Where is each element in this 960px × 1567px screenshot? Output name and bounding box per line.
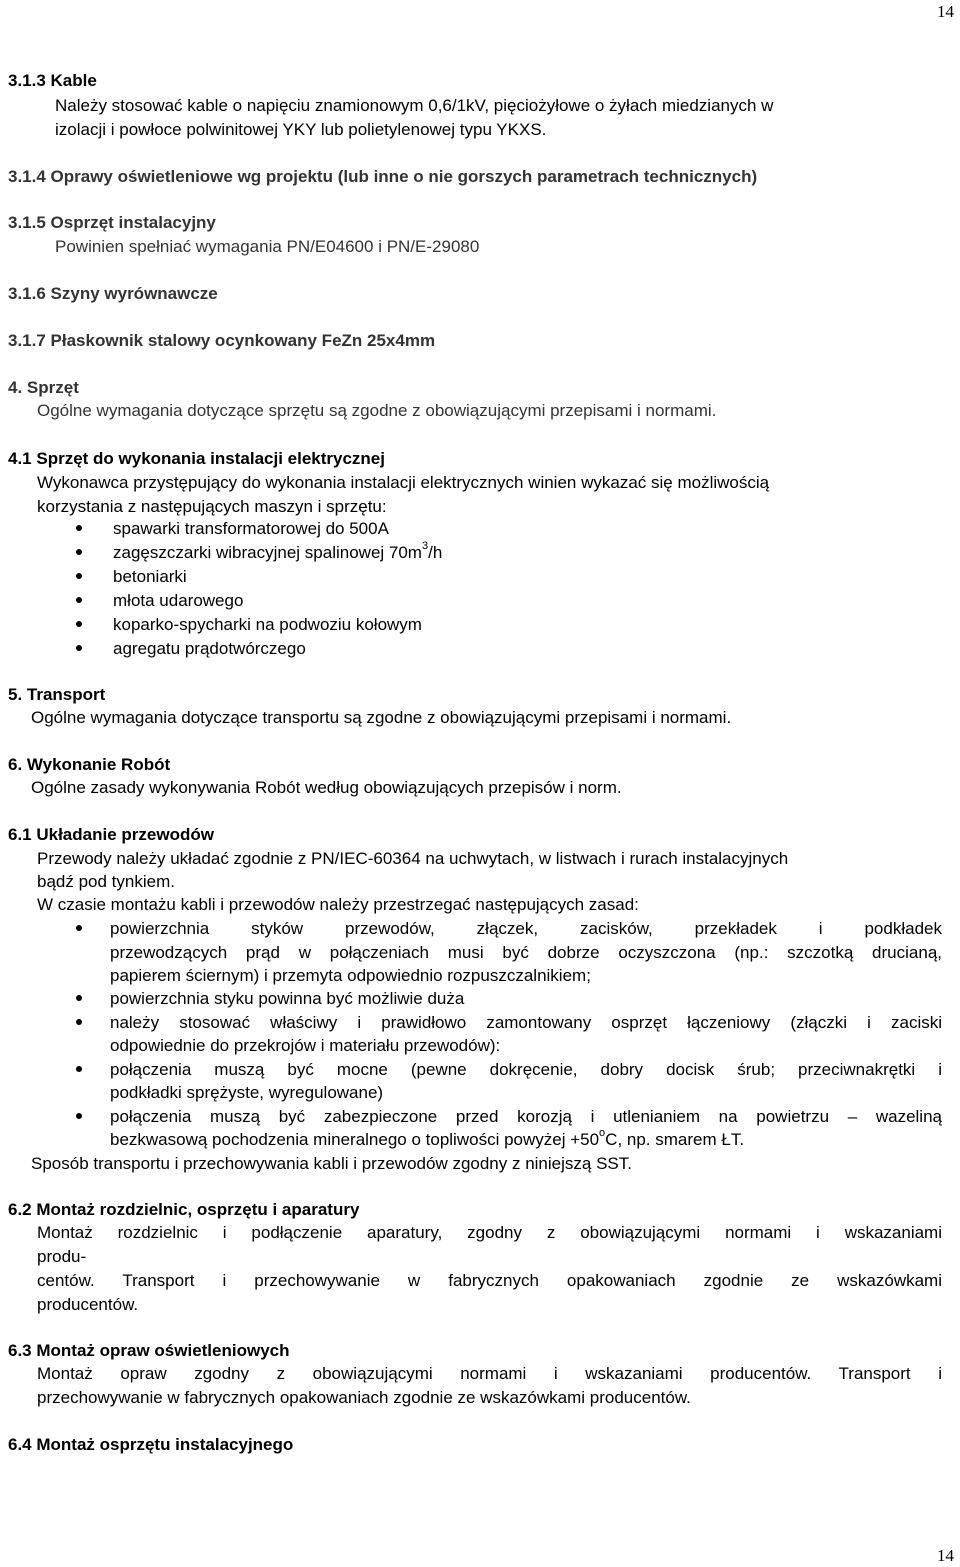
list-item: młota udarowego [113,591,244,610]
heading-6-4: 6.4 Montaż osprzętu instalacyjnego [8,1435,294,1454]
transport-text: Ogólne wymagania dotyczące transportu są zgodne z obowiązującymi przepisami i normami. [31,708,732,727]
wykonanie-text: Ogólne zasady wykonywania Robót według obowiązujących przepisów i norm. [31,778,622,797]
przewody-text-line2: bądź pod tynkiem. [37,872,175,891]
bullet [76,549,82,555]
rule-5-line2: bezkwasową pochodzenia mineralnego o topliwości powyżej $+50^oC$, np. smarem ŁT. [110,1127,745,1149]
bullet [76,1019,82,1025]
sprzet-text: Ogólne wymagania dotyczące sprzętu są zgodne z obowiązującymi przepisami i normami. [37,401,717,420]
rule-1-line1: powierzchnia styków przewodów, złączek, zacisków, przekładek i podkładek [110,919,942,938]
heading-3-1-6: 3.1.6 Szyny wyrównawcze [8,284,218,303]
heading-4: 4. Sprzęt [8,378,79,397]
sprzet-41-text-line2: korzystania z następujących maszyn i sprzętu: [37,497,387,516]
list-item: zagęszczarki wibracyjnej spalinowej $70m^3/h$ [113,540,443,562]
rule-5-line1: połączenia muszą być zabezpieczone przed korozją i utlenianiem na powietrzu – wazeliną [110,1107,942,1126]
list-item: koparko-spycharki na podwoziu kołowym [113,615,422,634]
oprawy-line1: Montaż opraw zgodny z obowiązującymi normami i wskazaniami producentów. Transport i [37,1364,942,1383]
rule-4-line2: podkładki sprężyste, wyregulowane) [110,1083,384,1102]
rule-1-line3: papierem ściernym) i przemyta odpowiednio rozpuszczalnikiem; [110,966,591,985]
bullet [76,525,82,531]
rule-4-line1: połączenia muszą być mocne (pewne dokręcenie, dobry docisk śrub; przeciwnakrętki i [110,1060,942,1079]
zasady-intro: W czasie montażu kabli i przewodów należy przestrzegać następujących zasad: [37,895,639,914]
bullet [76,995,82,1001]
kable-text-line2: izolacji i powłoce polwinitowej YKY lub polietylenowej typu YKXS. [55,120,547,139]
list-item: spawarki transformatorowej do 500A [113,519,389,538]
heading-6: 6. Wykonanie Robót [8,755,171,774]
rozdzielnice-line3: centów. Transport i przechowywanie w fabrycznych opakowaniach zgodnie ze wskazówkami [37,1271,942,1290]
rozdzielnice-line4: producentów. [37,1295,139,1314]
bullet [76,597,82,603]
heading-6-2: 6.2 Montaż rozdzielnic, osprzętu i aparatury [8,1200,360,1219]
bullet [76,1066,82,1072]
page-number-top: 14 [937,2,954,21]
heading-3-1-7: 3.1.7 Płaskownik stalowy ocynkowany FeZn 25x4mm [8,331,436,350]
list-item: betoniarki [113,567,187,586]
bullet [76,925,82,931]
page-number-bottom: 14 [937,1546,954,1565]
sprzet-41-text-line1: Wykonawca przystępujący do wykonania instalacji elektrycznych winien wykazać się możliwością [37,473,770,492]
rozdzielnice-line2: produ- [37,1247,87,1266]
kable-text-line1: Należy stosować kable o napięciu znamionowym 0,6/1kV, pięciożyłowe o żyłach miedzianych w [55,96,774,115]
bullet [76,573,82,579]
przewody-text-line1: Przewody należy układać zgodnie z PN/IEC-60364 na uchwytach, w listwach i rurach instalacyjnych [37,849,789,868]
heading-3-1-4: 3.1.4 Oprawy oświetleniowe wg projektu (lub inne o nie gorszych parametrach technicznych) [8,167,758,186]
sposob-transportu: Sposób transportu i przechowywania kabli i przewodów zgodny z niniejszą SST. [31,1154,632,1173]
bullet [76,1113,82,1119]
rozdzielnice-line1: Montaż rozdzielnic i podłączenie aparatury, zgodny z obowiązującymi normami i wskazaniami [37,1223,942,1242]
bullet [76,621,82,627]
rule-2: powierzchnia styku powinna być możliwie duża [110,989,465,1008]
heading-3-1-5: 3.1.5 Osprzęt instalacyjny [8,213,216,232]
heading-5: 5. Transport [8,685,106,704]
heading-6-3: 6.3 Montaż opraw oświetleniowych [8,1341,290,1360]
oprawy-line2: przechowywanie w fabrycznych opakowaniach zgodnie ze wskazówkami producentów. [37,1388,691,1407]
heading-4-1: 4.1 Sprzęt do wykonania instalacji elektrycznej [8,449,385,468]
rule-3-line1: należy stosować właściwy i prawidłowo zamontowany osprzęt łączeniowy (złączki i zaciski [110,1013,942,1032]
osprzet-text: Powinien spełniać wymagania PN/E04600 i PN/E-29080 [55,237,480,256]
heading-3-1-3: 3.1.3 Kable [8,71,97,90]
heading-6-1: 6.1 Układanie przewodów [8,825,214,844]
list-item: agregatu prądotwórczego [113,639,306,658]
rule-1-line2: przewodzących prąd w połączeniach musi być dobrze oczyszczona (np.: szczotką drucianą, [110,943,942,962]
rule-3-line2: odpowiednie do przekrojów i materiału przewodów): [110,1036,501,1055]
bullet [76,645,82,651]
